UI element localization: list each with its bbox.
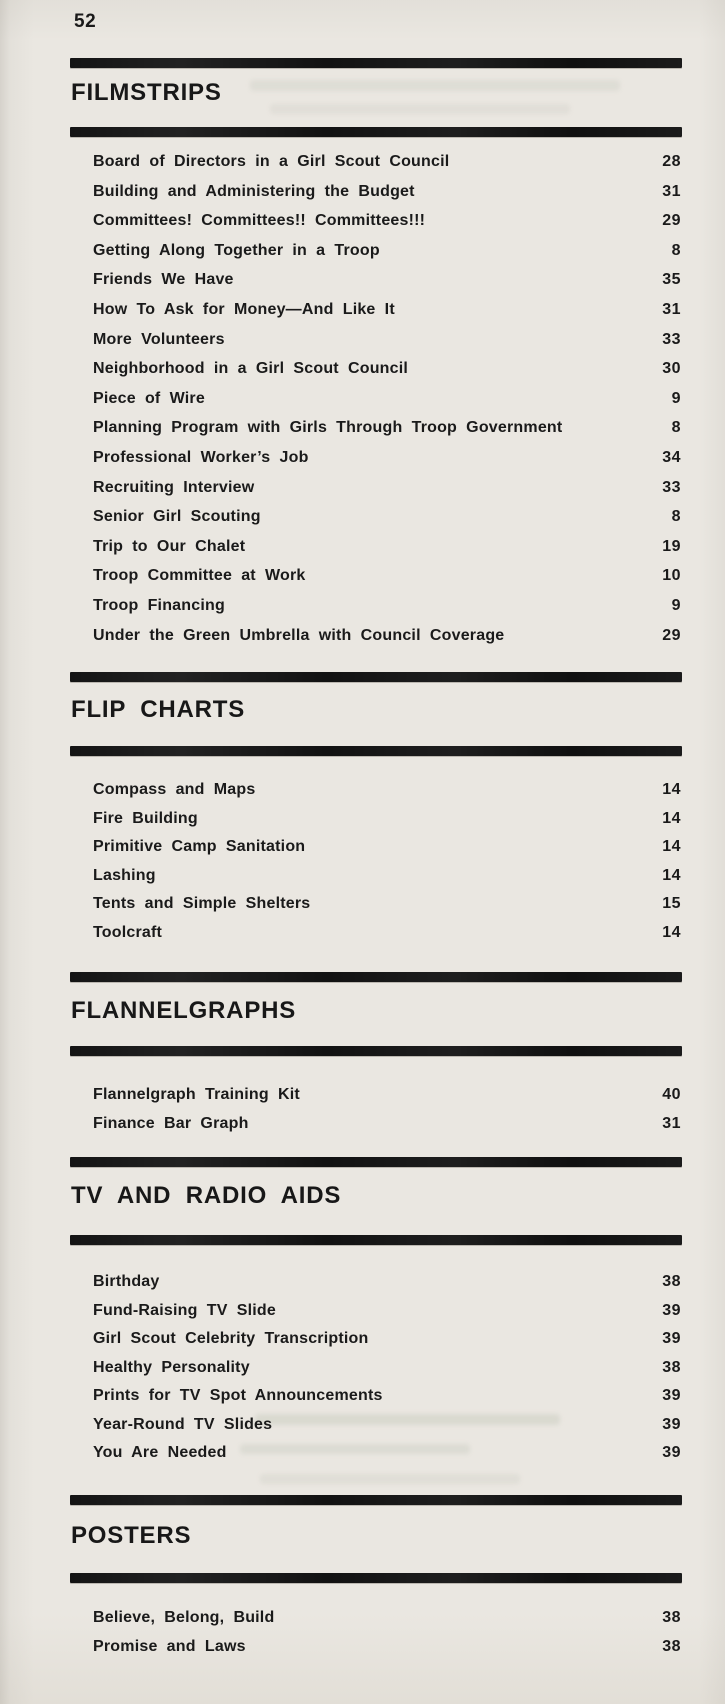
- entry-title: Board of Directors in a Girl Scout Council: [93, 153, 450, 170]
- list-item: [93, 1382, 681, 1411]
- entry-title: Toolcraft: [93, 923, 163, 941]
- entry-title: Fund-Raising TV Slide: [93, 1301, 276, 1319]
- list-item: [93, 502, 681, 532]
- entry-page-number: 9: [671, 389, 681, 407]
- list-item: [93, 1439, 681, 1468]
- entry-page-number: 10: [662, 567, 681, 585]
- page-number: 52: [74, 11, 97, 32]
- entry-page-number: 14: [662, 781, 681, 798]
- entry-page-number: 14: [662, 809, 681, 827]
- entry-page-number: 39: [662, 1444, 681, 1461]
- list-item: [93, 1268, 681, 1297]
- section-heading-flip-charts: FLIP CHARTS: [71, 696, 246, 723]
- entry-title: Piece of Wire: [93, 389, 205, 407]
- list-item: [93, 295, 681, 325]
- entry-page-number: 40: [662, 1086, 681, 1103]
- list-item: [93, 1325, 681, 1354]
- section-divider-rule: [70, 1157, 682, 1167]
- list-item: [93, 805, 681, 834]
- list-item: [93, 1081, 681, 1110]
- entry-page-number: 38: [662, 1609, 681, 1626]
- section-heading-filmstrips: FILMSTRIPS: [71, 79, 222, 106]
- list-item: [93, 354, 681, 384]
- list-item: [93, 1110, 681, 1139]
- entry-title: Year-Round TV Slides: [93, 1415, 273, 1433]
- entry-page-number: 29: [662, 212, 681, 230]
- list-item: [93, 473, 681, 503]
- entry-title: Fire Building: [93, 809, 198, 827]
- list-item: [93, 776, 681, 805]
- list-item: [93, 236, 681, 266]
- entry-page-number: 35: [662, 271, 681, 289]
- entry-title: Tents and Simple Shelters: [93, 895, 311, 912]
- list-item: [93, 325, 681, 355]
- bleed-through-ghost: [260, 1474, 520, 1484]
- list-item: [93, 890, 681, 919]
- entry-title: You Are Needed: [93, 1444, 227, 1461]
- entry-title: Senior Girl Scouting: [93, 508, 261, 526]
- section-divider-rule: [70, 972, 682, 982]
- entry-title: Neighborhood in a Girl Scout Council: [93, 360, 409, 378]
- list-item: [93, 206, 681, 236]
- section-heading-tv-and-radio-aids: TV AND RADIO AIDS: [71, 1182, 342, 1209]
- entry-page-number: 34: [662, 448, 681, 466]
- entry-title: Girl Scout Celebrity Transcription: [93, 1330, 369, 1347]
- bleed-through-ghost: [270, 104, 570, 114]
- entry-title: Promise and Laws: [93, 1637, 246, 1655]
- entry-title: Trip to Our Chalet: [93, 537, 246, 555]
- entry-page-number: 38: [662, 1273, 681, 1290]
- entry-page-number: 8: [671, 419, 681, 437]
- entry-title: Flannelgraph Training Kit: [93, 1086, 300, 1103]
- entry-page-number: 38: [662, 1637, 681, 1655]
- entry-title: Friends We Have: [93, 271, 234, 289]
- section-divider-rule: [70, 672, 682, 682]
- entry-page-number: 14: [662, 838, 681, 855]
- entry-title: Troop Committee at Work: [93, 567, 306, 585]
- list-item: [93, 532, 681, 562]
- section-divider-rule: [70, 1573, 682, 1583]
- entry-page-number: 19: [662, 537, 681, 555]
- entry-title: Birthday: [93, 1273, 160, 1290]
- entry-title: Planning Program with Girls Through Troop Government: [93, 419, 563, 437]
- list-item: [93, 177, 681, 207]
- section-divider-rule: [70, 58, 682, 68]
- list-item: [93, 591, 681, 621]
- entry-list-flannelgraphs: [93, 1081, 681, 1138]
- entry-list-tv-and-radio-aids: [93, 1268, 681, 1468]
- section-divider-rule: [70, 1235, 682, 1245]
- entry-title: Lashing: [93, 866, 156, 884]
- entry-title: Troop Financing: [93, 596, 225, 614]
- list-item: [93, 1604, 681, 1633]
- entry-list-filmstrips: [93, 147, 681, 650]
- list-item: [93, 147, 681, 177]
- entry-page-number: 38: [662, 1358, 681, 1376]
- list-item: [93, 443, 681, 473]
- list-item: [93, 1633, 681, 1662]
- list-item: [93, 561, 681, 591]
- list-item: [93, 1354, 681, 1383]
- entry-page-number: 8: [671, 241, 681, 259]
- section-divider-rule: [70, 1495, 682, 1505]
- section-divider-rule: [70, 127, 682, 137]
- list-item: [93, 621, 681, 651]
- list-item: [93, 919, 681, 948]
- list-item: [93, 1297, 681, 1326]
- section-heading-flannelgraphs: FLANNELGRAPHS: [71, 997, 297, 1024]
- entry-page-number: 39: [662, 1415, 681, 1433]
- entry-page-number: 31: [662, 182, 681, 200]
- entry-title: More Volunteers: [93, 330, 225, 348]
- entry-page-number: 31: [662, 300, 681, 318]
- entry-page-number: 31: [662, 1114, 681, 1132]
- list-item: [93, 413, 681, 443]
- entry-page-number: 33: [662, 330, 681, 348]
- entry-title: Professional Worker’s Job: [93, 448, 309, 466]
- section-divider-rule: [70, 1046, 682, 1056]
- entry-title: Getting Along Together in a Troop: [93, 241, 380, 259]
- entry-page-number: 39: [662, 1387, 681, 1404]
- section-divider-rule: [70, 746, 682, 756]
- entry-page-number: 30: [662, 360, 681, 378]
- entry-title: Recruiting Interview: [93, 478, 255, 496]
- list-item: [93, 833, 681, 862]
- list-item: [93, 1411, 681, 1440]
- entry-title: Prints for TV Spot Announcements: [93, 1387, 383, 1404]
- list-item: [93, 265, 681, 295]
- entry-title: Building and Administering the Budget: [93, 182, 415, 200]
- entry-page-number: 28: [662, 153, 681, 170]
- entry-title: Healthy Personality: [93, 1358, 250, 1376]
- entry-page-number: 8: [671, 508, 681, 526]
- entry-title: Finance Bar Graph: [93, 1114, 249, 1132]
- section-heading-posters: POSTERS: [71, 1522, 192, 1549]
- entry-list-posters: [93, 1604, 681, 1661]
- entry-title: Under the Green Umbrella with Council Coverage: [93, 626, 505, 644]
- entry-title: Believe, Belong, Build: [93, 1609, 275, 1626]
- entry-page-number: 9: [671, 596, 681, 614]
- list-item: [93, 862, 681, 891]
- entry-page-number: 14: [662, 923, 681, 941]
- entry-title: Committees! Committees!! Committees!!!: [93, 212, 426, 230]
- entry-page-number: 14: [662, 866, 681, 884]
- bleed-through-ghost: [250, 80, 620, 91]
- entry-page-number: 33: [662, 478, 681, 496]
- list-item: [93, 384, 681, 414]
- entry-page-number: 39: [662, 1330, 681, 1347]
- entry-title: How To Ask for Money—And Like It: [93, 300, 395, 318]
- entry-title: Primitive Camp Sanitation: [93, 838, 306, 855]
- entry-page-number: 39: [662, 1301, 681, 1319]
- entry-list-flip-charts: [93, 776, 681, 947]
- entry-title: Compass and Maps: [93, 781, 256, 798]
- entry-page-number: 29: [662, 626, 681, 644]
- entry-page-number: 15: [662, 895, 681, 912]
